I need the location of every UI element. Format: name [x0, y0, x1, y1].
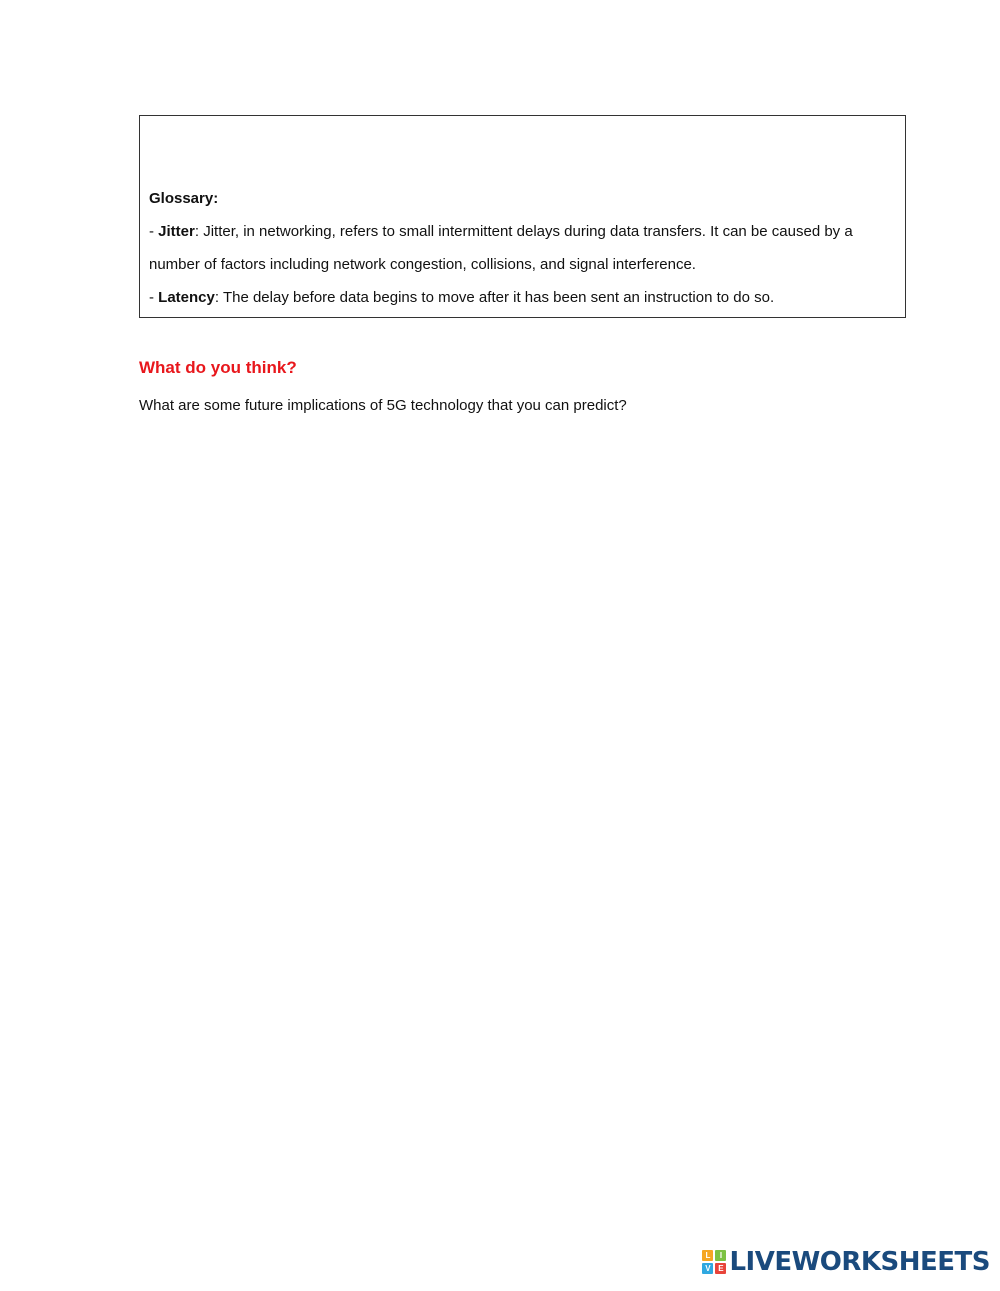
glossary-title: Glossary:: [149, 190, 219, 207]
logo-tile: I: [715, 1250, 726, 1261]
liveworksheets-logo: [702, 1247, 990, 1277]
entry-definition: : The delay before data begins to move after it has been sent an instruction to do so.: [214, 289, 775, 306]
logo-tile: L: [702, 1250, 713, 1261]
entry-term: Jitter: [158, 223, 195, 240]
logo-tiles-icon: [702, 1250, 726, 1274]
entry-definition: : Jitter, in networking, refers to small intermittent delays during data transfers. It can be caused by a number of factors including network congestion, collisions, and signal interference.: [149, 223, 853, 273]
entry-prefix: -: [149, 223, 159, 240]
glossary-box: [139, 115, 906, 318]
entry-prefix: -: [149, 289, 159, 306]
logo-tile: V: [702, 1263, 713, 1274]
logo-tile: E: [715, 1263, 726, 1274]
glossary-entry-latency: [149, 281, 899, 314]
section-heading: What do you think?: [139, 358, 297, 377]
glossary-entry-jitter: [149, 215, 899, 281]
question-text: What are some future implications of 5G technology that you can predict?: [139, 397, 627, 414]
logo-text: LIVEWORKSHEETS: [729, 1247, 990, 1277]
entry-term: Latency: [158, 289, 215, 306]
